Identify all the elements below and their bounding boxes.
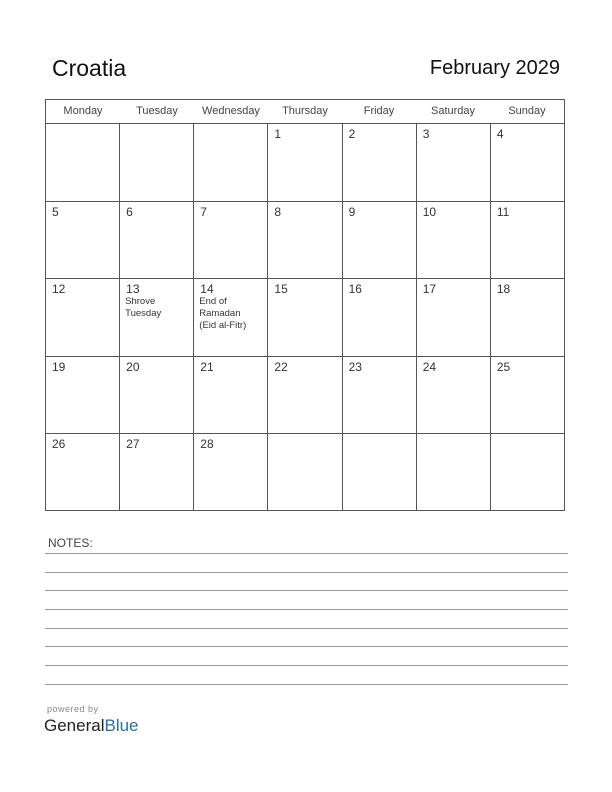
day-cell	[343, 202, 417, 279]
day-number: 19	[52, 359, 66, 374]
day-number: 11	[496, 204, 510, 219]
day-number: 7	[200, 204, 207, 219]
calendar-grid	[45, 99, 565, 511]
weekday-header-row	[46, 100, 564, 124]
day-cell	[120, 357, 194, 434]
day-cell	[491, 434, 564, 510]
day-number: 25	[496, 359, 511, 374]
day-cell	[417, 202, 491, 279]
note-line	[45, 553, 568, 554]
day-cell	[491, 357, 564, 434]
day-number: 5	[52, 204, 59, 219]
note-line	[45, 665, 568, 666]
day-cell	[120, 434, 194, 510]
day-cell	[343, 279, 417, 356]
day-cell	[46, 357, 120, 434]
day-cell	[46, 124, 120, 201]
holiday-label: Tuesday	[125, 308, 162, 319]
country-title: Croatia	[52, 55, 127, 81]
day-number: 12	[52, 282, 66, 296]
day-cell	[491, 124, 564, 201]
note-line	[45, 684, 568, 685]
weekday-tuesday: Tuesday	[136, 105, 178, 117]
note-line	[45, 609, 568, 610]
weekday-monday: Monday	[63, 105, 103, 117]
weekday-wednesday: Wednesday	[202, 105, 260, 117]
day-number: 26	[52, 437, 66, 451]
day-cell	[268, 202, 342, 279]
week-row	[46, 434, 564, 510]
day-number: 20	[126, 359, 140, 374]
note-line	[45, 646, 568, 647]
holiday-label: Ramadan	[199, 308, 241, 319]
day-number: 23	[348, 359, 362, 374]
notes-label: NOTES:	[48, 536, 93, 550]
day-cell	[120, 202, 194, 279]
day-number: 28	[200, 437, 214, 451]
day-cell	[343, 124, 417, 201]
day-number: 15	[274, 282, 288, 296]
day-number: 21	[200, 359, 214, 374]
brand-general: General	[44, 716, 105, 735]
day-cell	[120, 279, 194, 356]
day-cell	[343, 357, 417, 434]
day-number: 18	[496, 282, 511, 296]
holiday-label: End of	[199, 296, 227, 307]
generalblue-logo[interactable]	[44, 716, 139, 736]
day-number: 1	[274, 127, 282, 141]
day-cell	[194, 434, 268, 510]
powered-by-text: powered by	[47, 704, 99, 714]
day-number: 13	[126, 282, 140, 296]
day-cell	[194, 124, 268, 201]
day-number: 4	[496, 127, 504, 141]
week-row	[46, 124, 564, 202]
day-number: 6	[126, 204, 133, 219]
day-number: 10	[422, 204, 437, 219]
day-cell	[194, 357, 268, 434]
day-cell	[491, 279, 564, 356]
week-row	[46, 202, 564, 280]
day-cell	[46, 434, 120, 510]
day-number: 8	[274, 204, 282, 219]
note-line	[45, 628, 568, 629]
holiday-label: Shrove	[125, 296, 156, 307]
day-cell	[491, 202, 564, 279]
note-line	[45, 590, 568, 591]
day-cell	[268, 434, 342, 510]
month-title: February 2029	[429, 57, 560, 79]
day-number: 17	[422, 282, 437, 296]
day-number: 9	[348, 204, 356, 219]
weekday-sunday: Sunday	[508, 105, 546, 117]
brand-blue: Blue	[104, 716, 139, 735]
day-cell	[46, 202, 120, 279]
day-cell	[343, 434, 417, 510]
day-number: 24	[422, 359, 437, 374]
weeks-container	[46, 124, 564, 510]
day-cell	[268, 357, 342, 434]
day-number: 27	[126, 437, 140, 451]
weekday-friday: Friday	[363, 105, 395, 117]
day-cell	[417, 279, 491, 356]
day-number: 22	[274, 359, 288, 374]
week-row	[46, 357, 564, 435]
day-cell	[268, 279, 342, 356]
holiday-label: (Eid al-Fitr)	[199, 320, 247, 331]
week-row	[46, 279, 564, 357]
day-cell	[46, 279, 120, 356]
day-cell	[194, 279, 268, 356]
day-cell	[194, 202, 268, 279]
day-cell	[417, 124, 491, 201]
weekday-saturday: Saturday	[430, 105, 476, 117]
day-number: 14	[200, 282, 214, 296]
day-cell	[120, 124, 194, 201]
day-cell	[417, 357, 491, 434]
weekday-thursday: Thursday	[282, 105, 328, 117]
day-cell	[417, 434, 491, 510]
day-number: 16	[348, 282, 362, 296]
note-line	[45, 572, 568, 573]
day-cell	[268, 124, 342, 201]
day-number: 2	[348, 127, 356, 141]
day-number: 3	[422, 127, 430, 141]
